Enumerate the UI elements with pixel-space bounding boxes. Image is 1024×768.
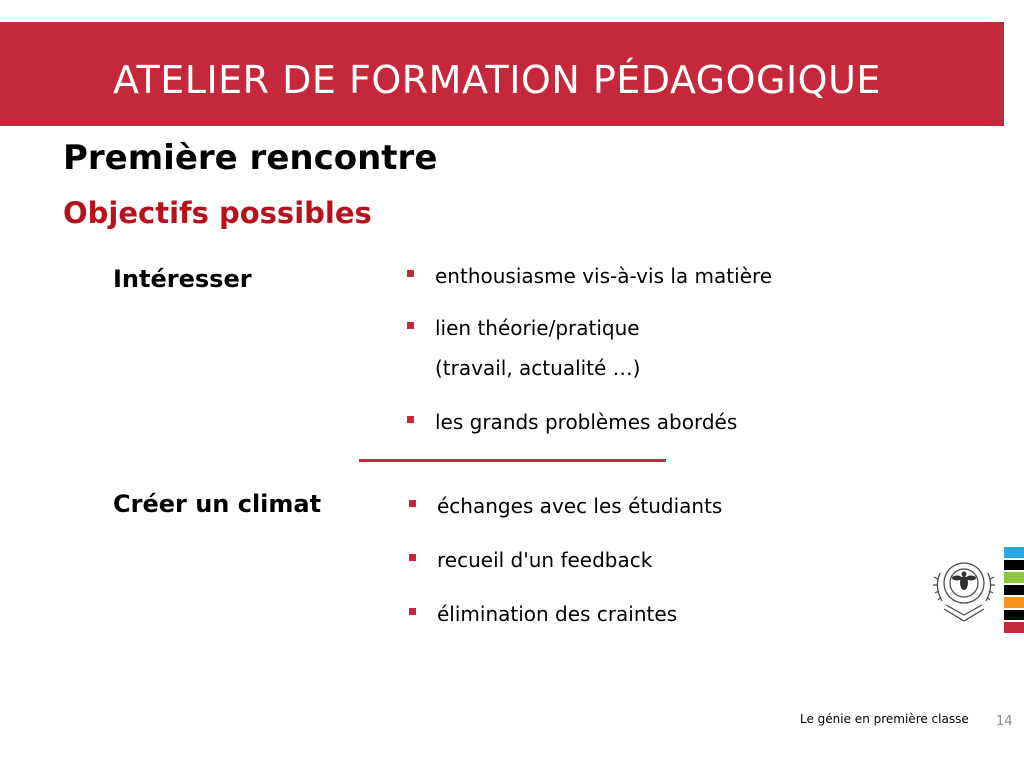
- stripe: [1004, 547, 1024, 558]
- page-number: 14: [996, 714, 1013, 729]
- section-divider: [359, 459, 666, 462]
- stripe: [1004, 585, 1024, 596]
- list-item-text: enthousiasme vis-à-vis la matière: [435, 264, 773, 288]
- stripe: [1004, 572, 1024, 583]
- list-item-text: lien théorie/pratique: [435, 316, 640, 340]
- section-label-creer-climat: Créer un climat: [113, 490, 322, 518]
- color-stripes: [1004, 547, 1024, 635]
- square-bullet-icon: [407, 416, 414, 423]
- list-item-text: échanges avec les étudiants: [437, 494, 723, 518]
- list-item-text: les grands problèmes abordés: [435, 410, 738, 434]
- footer-text: Le génie en première classe: [800, 712, 969, 726]
- square-bullet-icon: [407, 270, 414, 277]
- polytechnique-seal-logo: [930, 553, 1000, 629]
- list-item-text: élimination des craintes: [437, 602, 678, 626]
- list-item-text: recueil d'un feedback: [437, 548, 653, 572]
- square-bullet-icon: [409, 608, 416, 615]
- slide-subtitle: Objectifs possibles: [63, 196, 372, 230]
- section-label-interesser: Intéresser: [113, 265, 252, 293]
- slide-title: Première rencontre: [63, 138, 438, 178]
- square-bullet-icon: [409, 500, 416, 507]
- list-item-continuation: (travail, actualité …): [435, 356, 641, 380]
- stripe: [1004, 597, 1024, 608]
- header-title: ATELIER DE FORMATION PÉDAGOGIQUE: [113, 58, 881, 102]
- square-bullet-icon: [409, 554, 416, 561]
- stripe: [1004, 610, 1024, 621]
- stripe: [1004, 622, 1024, 633]
- square-bullet-icon: [407, 322, 414, 329]
- stripe: [1004, 560, 1024, 571]
